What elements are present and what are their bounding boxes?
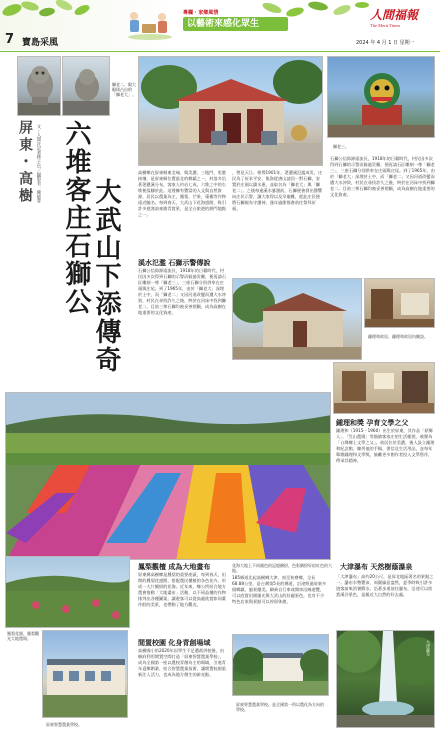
temple-photo: [138, 56, 323, 166]
article-paragraph-1: 高樹鄉在屏東縣東北端，與美濃、三地門、里港接壤，是屏東縣位置最北的鄉鎮之一，村落多沿著荖濃溪分布，客家人約佔七成，六堆之中的右堆便落腳於此。這裡擁有豐富的人文與自然資源，居民以農業為主，鳳梨、芒果、蓮霧等作物遠近馳名。每到春天，大武山下花海盛開，吸引許多遊客前來踏青賞景，是全台旅遊的熱門地點之一。: [138, 170, 226, 217]
header-rule: [0, 51, 440, 52]
lion-photo-2: [62, 56, 110, 116]
section-heading-3: 鳳梨觀檀 成為大地畫布: [138, 563, 211, 571]
caption-right-top: 獅老三。: [333, 144, 349, 149]
header-illustration: [122, 8, 178, 42]
flower-field-photo: [5, 392, 331, 560]
article-paragraph-8: 「大津瀑布」高約20公尺，是屏北地區著名的景點之一。瀑布水勢豐沛，周圍綠意盎然，夏季時吸引許多遊客前來消暑戲水。沿著步道前往瀑布，沿途可以欣賞溪谷景色，是親近大自然的好去處。: [336, 574, 434, 597]
article-paragraph-5: 屏東縣高樹鄉是鳳梨的重要產區，每到春天，田間的鳳梨花盛開，搭配農民種植的各色花卉，形成一大片繽紛的花海。近年來，鄉公所結合地方農會推動「大地畫布」活動，以不同品種的作物排列出各種圖案，讓遊客可以從高處欣賞如同畫作般的美景，也帶動了地方觀光。: [138, 572, 226, 607]
waterfall-photo: [336, 630, 435, 728]
masthead-chinese: 人間福報: [370, 8, 419, 22]
byline-author: 文・人間社記者林子岳／攝影者：陳郁菁: [36, 124, 41, 204]
caption-bottom-left: 鳳梨花園、鳳梨觀光大地農場。: [7, 631, 39, 641]
issue-date: 2024 年 4 月 1 日 星期一: [356, 40, 415, 46]
old-house-interior: [364, 278, 435, 328]
pineapple-photo: [5, 556, 130, 628]
section-heading-2: 鍾理和獎 孕育文學之父: [336, 419, 409, 427]
caption-old-house: 鍾理和故居，鍾理和故居內陳設。: [368, 334, 428, 339]
article-paragraph-6: 185縣道北起高樹鄉大津，南至枋寮鄉，全長68.88公里，是台灣第5長的縣道，沿途經過屏東多個鄉鎮，風景優美。騎乘自行車或開車沿線遊覽，可以欣賞田園風光與大武山的壯麗景色，也有不少特色店家與景點可以停留休憩。: [232, 575, 327, 604]
leaf-decoration: [2, 0, 92, 30]
caption-school: 屏東智慧農業學校。: [46, 722, 82, 727]
lion-photo-1: [17, 56, 61, 116]
article-paragraph-2: ，曾見天日。相傳1901年，荖濃溪氾濫成災，庄民為了祈求平安，集資從唐山請回一對石獅，安置於庄頭以鎮水患，並取名為「獅老大」與「獅老二」。之後每逢溪水暴漲前，石獅便會發出聲響向庄民示警，讓大家得以及早避難，從此庄民便將石獅視為守護神，逢年過節都會前往祭拜祈福。: [232, 170, 323, 211]
writer-house-photo: [333, 362, 435, 414]
section-heading-5: 大津瀑布 天然樹蔭瀑泉: [340, 563, 413, 571]
headline-line1: 六堆客庄石獅公: [61, 120, 91, 316]
section-name: 寶島采風: [22, 38, 59, 48]
caption-school-campus: 屏東智慧農業學校，是全國第一所以農化為方向的學校。: [236, 702, 324, 712]
header-banner: [183, 17, 288, 31]
headline-line2: 大武山下添傳奇: [91, 178, 121, 374]
article-paragraph-3b: 石獅公信仰源遠流長，1918年的日籍時代，村民因多次得到石獅的示警而躲過災難，便再請石匠雕刻一尊「獅老三」，三座石獅分別供奉在庄頭與庄尾。到了1965年，由於「獅老大」深埋於土中，而「獅老二」又因河道改變而遭大水沖毀，村民在尋找許久之後，終於在河床中找到獅老二。目前三尊石獅均被妥善照顧，成為高樹在地重要的文化資產。: [330, 156, 435, 197]
section-heading-4: 閒置校園 化身青創場域: [138, 639, 211, 647]
article-paragraph-7: 高樹國小的2020年因學生不足遭裁併校後，由縣府利用閒置空間打造「屏東智慧農業學校」，成為全國第一座以農校青創為主的場域，引進青年返鄉創業、結合智慧農業技術，讓閒置校園重新注入活力，也成為地方創生的新亮點。: [138, 648, 226, 677]
banner-text: 以藝術來感化眾生: [187, 19, 260, 29]
page-number: 7: [5, 32, 15, 47]
section-heading-1: 溪水氾濫 石獅示警傳說: [138, 259, 211, 267]
article-paragraph-4: 鍾理和（1915－1960）出生於屏東，其作品「原鄉人」、「笠山農場」等描繪客家庄的生活樣貌，被譽為「台灣鄉土文學之父」。故居位於美濃，後人設立鍾理和紀念館，陳列他的手稿、書信及生活用品，並每年舉辦鍾理和文學獎，鼓勵更多創作者投入文學寫作，傳承其精神。: [336, 428, 435, 463]
caption-top-left: 獅老二，眼大眼球凸出的「獅老大」。: [112, 82, 136, 97]
school-campus-photo: [232, 634, 329, 696]
masthead-english: The Merit Times: [370, 23, 401, 28]
painted-lion-photo: [327, 56, 435, 138]
caption-flower-field: 花海大地上不同顏色的記憶繽紛，色彩繽紛好似紅色的大地。: [232, 563, 332, 573]
school-photo: [42, 630, 128, 718]
header-bar: [0, 0, 440, 50]
byline-location: 屏東・高樹: [17, 120, 33, 205]
caption-falls: 大津瀑布: [426, 640, 431, 656]
masthead: [370, 6, 436, 32]
old-house-photo: [232, 278, 362, 360]
header-kicker: 專欄 · 家鄉風情: [183, 10, 219, 16]
article-paragraph-3: 石獅公信仰源遠流長，1918年的日籍時代，村民因多次得到石獅的示警而躲過災難，便再請石匠雕刻一尊「獅老三」，三座石獅分別供奉在庄頭與庄尾。到了1965年，由於「獅老大」深埋於土中，而「獅老二」又因河道改變而遭大水沖毀，村民在尋找許久之後，終於在河床中找到獅老二。目前三尊石獅均被妥善照顧，成為高樹在地重要的文化資產。: [138, 268, 226, 315]
